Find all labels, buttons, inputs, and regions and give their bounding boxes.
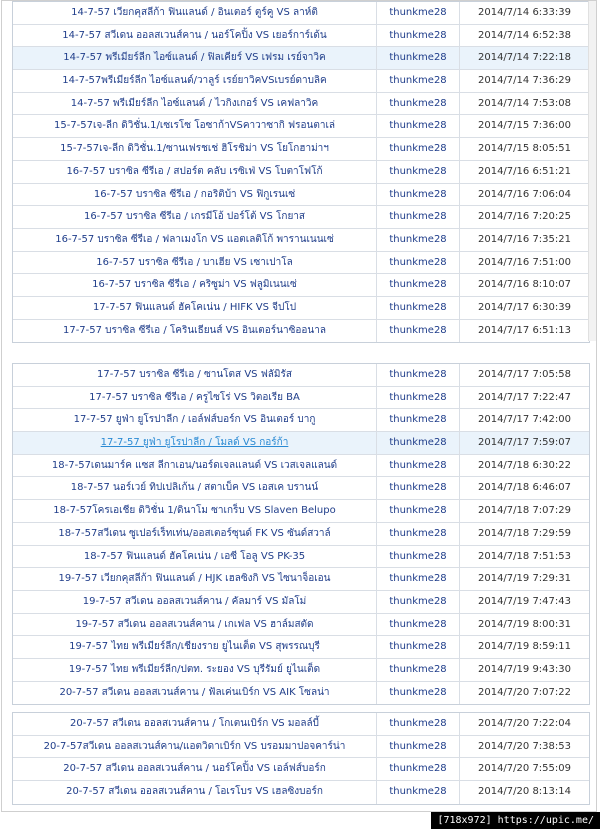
post-author[interactable]: thunkme28 (377, 184, 460, 206)
post-date: 2014/7/19 8:59:11 (477, 641, 571, 653)
table-row[interactable] (13, 758, 589, 781)
post-date: 2014/7/20 7:07:22 (477, 686, 571, 698)
post-date: 2014/7/20 7:22:04 (477, 718, 571, 729)
post-author[interactable]: thunkme28 (377, 455, 460, 477)
post-title-link[interactable]: 18-7-57เดนมาร์ค แซส ลีกาเอน/นอร์ดเจลแลนด์ VS เวสเจลแลนด์ (13, 455, 377, 477)
post-title-link[interactable]: 19-7-57 สวีเดน ออลสเวนส์คาน / คัลมาร์ VS มัลโม่ (13, 591, 377, 613)
post-author[interactable]: thunkme28 (377, 568, 460, 590)
post-date: 2014/7/16 7:06:04 (477, 188, 571, 200)
post-title-link[interactable]: 14-7-57 พรีเมียร์ลีก ไอซ์แลนด์ / ไวกิงเกอร์ VS เคฟลาวิค (13, 93, 377, 115)
post-author[interactable]: thunkme28 (377, 274, 460, 296)
post-title-link[interactable]: 17-7-57 บราซิล ซีรีเอ / โครินเธียนส์ VS อินเตอร์นาซิออนาล (13, 320, 377, 343)
table-row[interactable] (13, 636, 589, 659)
post-title-link[interactable]: 17-7-57 บราซิล ซีรีเอ / ครูไซโร่ VS วิตอเรีย BA (13, 387, 377, 409)
table-row[interactable] (13, 206, 589, 229)
post-list-block-c (12, 712, 590, 805)
post-date: 2014/7/18 6:46:07 (477, 482, 571, 494)
post-author[interactable]: thunkme28 (377, 25, 460, 47)
post-author[interactable]: thunkme28 (377, 70, 460, 92)
post-author[interactable]: thunkme28 (377, 138, 460, 160)
table-row[interactable] (13, 229, 589, 252)
post-author[interactable]: thunkme28 (377, 500, 460, 522)
table-row[interactable] (13, 568, 589, 591)
post-date: 2014/7/17 7:59:07 (477, 437, 571, 449)
table-row[interactable] (13, 477, 589, 500)
table-row[interactable] (13, 161, 589, 184)
table-row[interactable] (13, 387, 589, 410)
post-author[interactable]: thunkme28 (377, 206, 460, 228)
post-date: 2014/7/19 9:43:30 (477, 663, 571, 675)
post-author[interactable]: thunkme28 (377, 409, 460, 431)
post-date: 2014/7/16 7:35:21 (477, 233, 571, 245)
table-row[interactable] (13, 274, 589, 297)
post-date: 2014/7/20 7:38:53 (477, 740, 571, 752)
post-title-link[interactable]: 17-7-57 ยูฟ่า ยูโรปาลีก / เอล์ฟส์บอร์ก VS อินเตอร์ บากู (13, 409, 377, 431)
table-row[interactable] (13, 115, 589, 138)
table-row[interactable] (13, 659, 589, 682)
post-title-link[interactable]: 16-7-57 บราซิล ซีรีเอ / สปอร์ต คลับ เรซิเฟ่ VS โบตาโฟโก้ (13, 161, 377, 183)
post-author[interactable]: thunkme28 (377, 387, 460, 409)
post-date: 2014/7/16 7:51:00 (477, 256, 571, 268)
post-date: 2014/7/17 6:51:13 (477, 324, 571, 336)
table-row[interactable] (13, 455, 589, 478)
post-author[interactable]: thunkme28 (377, 781, 460, 804)
post-date: 2014/7/15 7:36:00 (477, 120, 571, 132)
post-title-link[interactable]: 14-7-57 สวีเดน ออลสเวนส์คาน / นอร์โคปิ้ง VS เยอร์การ์เด้น (13, 25, 377, 47)
post-date: 2014/7/14 7:36:29 (477, 75, 571, 87)
post-title-link[interactable]: 20-7-57 สวีเดน ออลสเวนส์คาน / ฟัลเค่นเบิร์ก VS AIK โซลน่า (13, 682, 377, 705)
table-row[interactable] (13, 546, 589, 569)
post-date: 2014/7/19 7:47:43 (477, 595, 571, 607)
table-row[interactable] (13, 500, 589, 523)
post-date: 2014/7/17 6:30:39 (477, 301, 571, 313)
post-author[interactable]: thunkme28 (377, 47, 460, 69)
post-date: 2014/7/14 7:53:08 (477, 97, 571, 109)
watermark: [718x972] https://upic.me/ (431, 812, 600, 829)
post-date: 2014/7/18 7:29:59 (477, 527, 571, 539)
post-title-link[interactable]: 19-7-57 เวียกคุสลีก้า ฟินแลนด์ / HJK เฮลซิงกิ VS ไซนาจ็อเอน (13, 568, 377, 590)
post-title-link[interactable]: 20-7-57 สวีเดน ออลสเวนส์คาน / โอเรโบร VS เฮลซิงบอร์ก (13, 781, 377, 804)
post-author[interactable]: thunkme28 (377, 758, 460, 780)
post-author[interactable]: thunkme28 (377, 546, 460, 568)
post-title-link[interactable]: 14-7-57 เวียกคุสลีก้า ฟินแลนด์ / อินเตอร์ ตูร์คู VS ลาห์ติ (13, 2, 377, 24)
post-date: 2014/7/18 7:51:53 (477, 550, 571, 562)
post-date: 2014/7/18 6:30:22 (477, 459, 571, 471)
post-list-block-b (12, 363, 590, 705)
post-title-link[interactable]: 19-7-57 ไทย พรีเมียร์ลีก/ปตท. ระยอง VS บุรีรัมย์ ยูไนเต็ด (13, 659, 377, 681)
table-row[interactable] (13, 523, 589, 546)
post-title-link[interactable]: 14-7-57พรีเมียร์ลีก ไอซ์แลนด์/วาลูร์ เรย์ยาวิคVSเบรย์ดาบลิค (13, 70, 377, 92)
post-author[interactable]: thunkme28 (377, 636, 460, 658)
post-title-link[interactable]: 20-7-57สวีเดน ออลสเวนส์คาน/แอตวิดาเบิร์ก VS บรอมมาปอจคาร์น่า (13, 736, 377, 758)
table-row[interactable] (13, 409, 589, 432)
post-title-link[interactable]: 17-7-57 ยูฟ่า ยูโรปาลีก / โมลด์ VS กอร์ก้า (13, 432, 377, 454)
post-title-link[interactable]: 18-7-57 นอร์เวย์ ทิปเปลิเก้น / สตาเบ็ค VS เอสเค บรานน์ (13, 477, 377, 499)
post-date: 2014/7/17 7:42:00 (477, 414, 571, 426)
post-date: 2014/7/20 8:13:14 (477, 786, 571, 798)
post-title-link[interactable]: 16-7-57 บราซิล ซีรีเอ / บาเฮีย VS เซาเปาโล (13, 252, 377, 274)
post-author[interactable]: thunkme28 (377, 477, 460, 499)
post-title-link[interactable]: 15-7-57เจ-ลีก ดิวิชั่น.1/เซเรโซ โอซาก้าVSคาวาซากิ ฟรอนตาเล่ (13, 115, 377, 137)
post-title-link[interactable]: 16-7-57 บราซิล ซีรีเอ / คริซูม่า VS ฟลูมิเนนเซ่ (13, 274, 377, 296)
post-date: 2014/7/14 6:52:38 (477, 29, 571, 41)
post-author[interactable]: thunkme28 (377, 161, 460, 183)
table-row[interactable] (13, 320, 589, 343)
post-author[interactable]: thunkme28 (377, 682, 460, 705)
table-row[interactable] (13, 614, 589, 637)
table-row[interactable] (13, 682, 589, 705)
post-author[interactable]: thunkme28 (377, 297, 460, 319)
post-date: 2014/7/17 7:22:47 (477, 391, 571, 403)
table-row[interactable] (13, 138, 589, 161)
post-title-link[interactable]: 16-7-57 บราซิล ซีรีเอ / ฟลาเมงโก VS แอตเลติโก้ พารานเนนเซ่ (13, 229, 377, 251)
table-row[interactable] (13, 781, 589, 804)
post-date: 2014/7/14 6:33:39 (477, 7, 571, 18)
post-author[interactable]: thunkme28 (377, 252, 460, 274)
table-row[interactable] (13, 591, 589, 614)
post-date: 2014/7/14 7:22:18 (477, 52, 571, 64)
table-row[interactable] (13, 736, 589, 759)
post-date: 2014/7/19 7:29:31 (477, 573, 571, 585)
post-date: 2014/7/19 8:00:31 (477, 618, 571, 630)
post-title-link[interactable]: 18-7-57 ฟินแลนด์ ฮัคโคเน่น / เอซี โอลู VS PK-35 (13, 546, 377, 568)
post-author[interactable]: thunkme28 (377, 713, 460, 735)
post-author[interactable]: thunkme28 (377, 364, 460, 386)
post-date: 2014/7/20 7:55:09 (477, 763, 571, 775)
post-author[interactable]: thunkme28 (377, 432, 460, 454)
post-date: 2014/7/16 7:20:25 (477, 211, 571, 223)
post-author[interactable]: thunkme28 (377, 229, 460, 251)
table-row[interactable] (13, 93, 589, 116)
table-row[interactable] (13, 70, 589, 93)
post-title-link[interactable]: 16-7-57 บราซิล ซีรีเอ / กอริติบ้า VS ฟิกูเรนเซ่ (13, 184, 377, 206)
table-row[interactable] (13, 25, 589, 48)
post-author[interactable]: thunkme28 (377, 93, 460, 115)
post-title-link[interactable]: 19-7-57 ไทย พรีเมียร์ลีก/เชียงราย ยูไนเต็ด VS สุพรรณบุรี (13, 636, 377, 658)
post-title-link[interactable]: 19-7-57 สวีเดน ออลสเวนส์คาน / เกเฟล VS ฮาล์มสตัด (13, 614, 377, 636)
post-title-link[interactable]: 17-7-57 บราซิล ซีรีเอ / ซานโตส VS ฟลัมิรัส (13, 364, 377, 386)
post-author[interactable]: thunkme28 (377, 659, 460, 681)
table-row[interactable] (13, 184, 589, 207)
post-title-link[interactable]: 17-7-57 ฟินแลนด์ ฮัคโคเน่น / HIFK VS จีปโป (13, 297, 377, 319)
post-date: 2014/7/16 6:51:21 (477, 165, 571, 177)
post-title-link[interactable]: 20-7-57 สวีเดน ออลสเวนส์คาน / โกเตนเบิร์ก VS มอลล์บี้ (13, 713, 377, 735)
table-row[interactable] (13, 713, 589, 736)
post-date: 2014/7/15 8:05:51 (477, 143, 571, 155)
post-date: 2014/7/16 8:10:07 (477, 279, 571, 291)
post-author[interactable]: thunkme28 (377, 614, 460, 636)
post-author[interactable]: thunkme28 (377, 736, 460, 758)
post-author[interactable]: thunkme28 (377, 523, 460, 545)
table-row[interactable] (13, 2, 589, 25)
post-date: 2014/7/17 7:05:58 (477, 369, 571, 380)
table-row[interactable] (13, 252, 589, 275)
post-date: 2014/7/18 7:07:29 (477, 505, 571, 517)
table-row[interactable] (13, 432, 589, 455)
post-list-block-a (12, 1, 590, 343)
post-title-link[interactable]: 18-7-57โครเอเชีย ดิวิชั่น 1/ดินาโม ซาเกร็บ VS Slaven Belupo (13, 500, 377, 522)
table-row[interactable] (13, 364, 589, 387)
post-title-link[interactable]: 14-7-57 พรีเมียร์ลีก ไอซ์แลนด์ / ฟิลเคียร์ VS เฟรม เรย์จาวิค (13, 47, 377, 69)
list-frame (1, 0, 597, 812)
post-author[interactable]: thunkme28 (377, 2, 460, 24)
post-title-link[interactable]: 18-7-57สวีเดน ซูเปอร์เร็ทเท่น/ออสเตอร์ซุนด์ FK VS ซันด์สวาล์ (13, 523, 377, 545)
scrollbar-top[interactable] (588, 1, 596, 341)
table-row[interactable] (13, 297, 589, 320)
post-title-link[interactable]: 20-7-57 สวีเดน ออลสเวนส์คาน / นอร์โคปิ้ง VS เอล์ฟส์บอร์ก (13, 758, 377, 780)
table-row[interactable] (13, 47, 589, 70)
post-author[interactable]: thunkme28 (377, 320, 460, 343)
post-title-link[interactable]: 16-7-57 บราซิล ซีรีเอ / เกรมีโอ้ ปอร์โต้ VS โกยาส (13, 206, 377, 228)
post-author[interactable]: thunkme28 (377, 115, 460, 137)
post-author[interactable]: thunkme28 (377, 591, 460, 613)
post-title-link[interactable]: 15-7-57เจ-ลีก ดิวิชั่น.1/ซานเฟรชเช่ ฮิโรชิม่า VS โยโกฮาม่าฯ (13, 138, 377, 160)
